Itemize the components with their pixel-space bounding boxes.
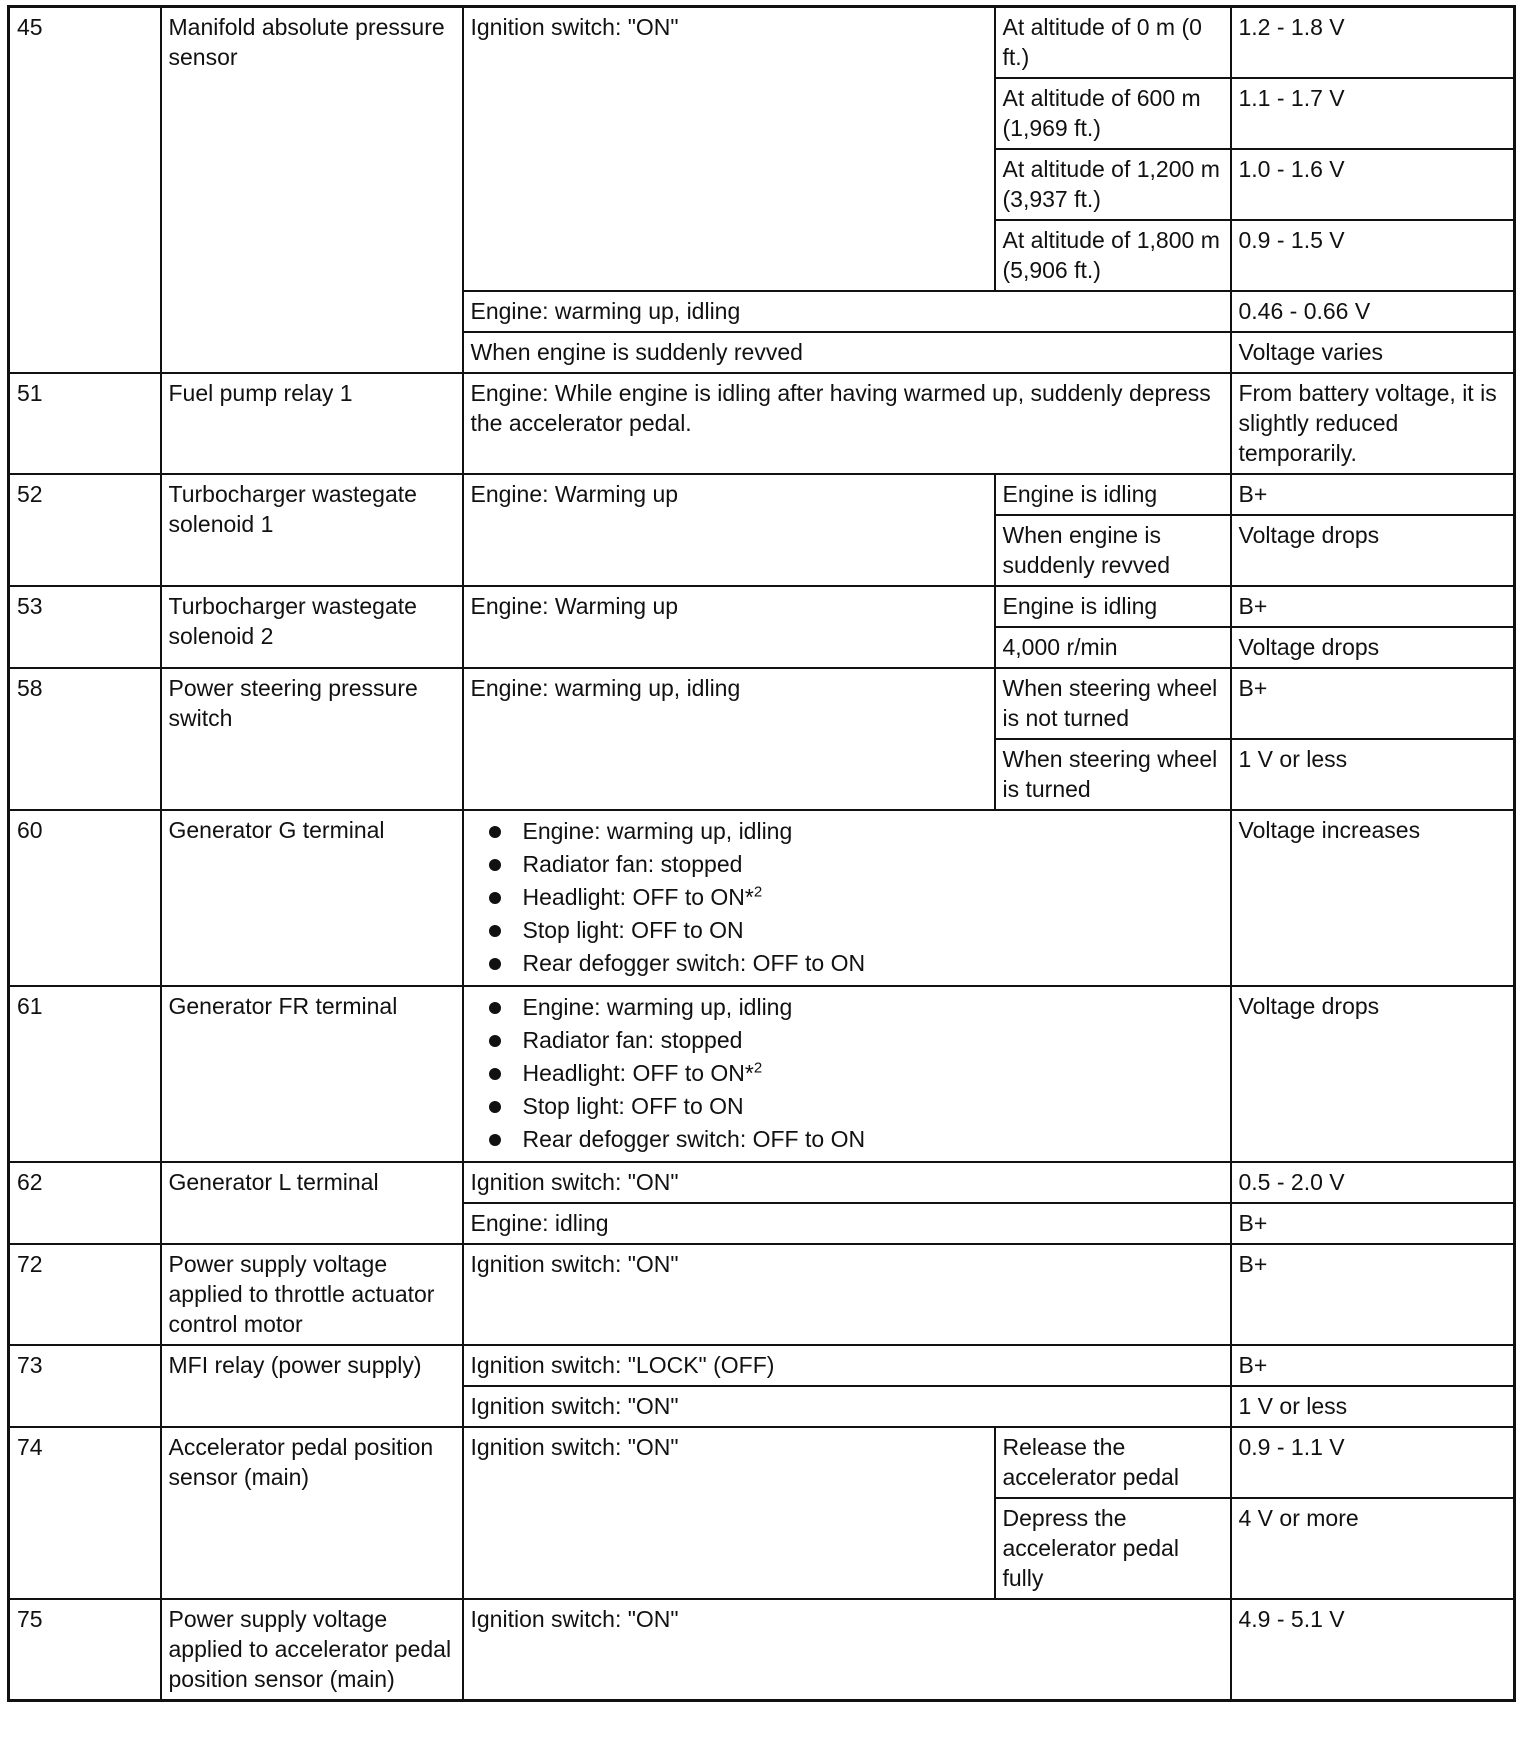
check-condition <box>463 810 1231 986</box>
bullet-icon <box>489 826 501 838</box>
table-row <box>9 1427 1515 1498</box>
table-row <box>9 474 1515 515</box>
bullet-icon <box>489 1002 501 1014</box>
terminal-number: 74 <box>9 1427 161 1599</box>
check-condition: Ignition switch: "ON" <box>463 1386 1231 1427</box>
check-item: MFI relay (power supply) <box>161 1345 463 1427</box>
check-item: Generator G terminal <box>161 810 463 986</box>
terminal-number: 60 <box>9 810 161 986</box>
bullet-icon <box>489 1134 501 1146</box>
sub-condition: Depress the accelerator pedal fully <box>995 1498 1231 1599</box>
list-item <box>471 815 1223 848</box>
check-item: Accelerator pedal position sensor (main) <box>161 1427 463 1599</box>
sub-condition: Release the accelerator pedal <box>995 1427 1231 1498</box>
check-condition: Engine: While engine is idling after having warmed up, suddenly depress the accelerator pedal. <box>463 373 1231 474</box>
terminal-voltage-table <box>7 5 1516 1702</box>
check-condition <box>463 986 1231 1162</box>
condition-text: Rear defogger switch: OFF to ON <box>522 1126 866 1152</box>
bullet-icon <box>489 1035 501 1047</box>
terminal-number: 58 <box>9 668 161 810</box>
check-condition: Ignition switch: "ON" <box>463 7 995 292</box>
list-item <box>471 881 1223 914</box>
condition-text: Headlight: OFF to ON* <box>522 884 754 910</box>
condition-text: Rear defogger switch: OFF to ON <box>522 950 866 976</box>
normal-condition: 0.9 - 1.5 V <box>1231 220 1515 291</box>
check-condition: Ignition switch: "ON" <box>463 1162 1231 1203</box>
check-item: Manifold absolute pressure sensor <box>161 7 463 374</box>
table-row <box>9 1244 1515 1345</box>
table-row <box>9 1345 1515 1386</box>
check-condition: Engine: warming up, idling <box>463 291 1231 332</box>
terminal-number: 52 <box>9 474 161 586</box>
terminal-number: 61 <box>9 986 161 1162</box>
normal-condition: B+ <box>1231 1345 1515 1386</box>
list-item <box>471 947 1223 980</box>
condition-list <box>471 815 1223 980</box>
normal-condition: Voltage varies <box>1231 332 1515 373</box>
normal-condition: B+ <box>1231 586 1515 627</box>
check-item: Power supply voltage applied to throttle actuator control motor <box>161 1244 463 1345</box>
table-row <box>9 373 1515 474</box>
table-row <box>9 586 1515 627</box>
terminal-number: 62 <box>9 1162 161 1244</box>
terminal-number: 53 <box>9 586 161 668</box>
normal-condition: B+ <box>1231 668 1515 739</box>
condition-text: Stop light: OFF to ON <box>522 1093 744 1119</box>
sub-condition: At altitude of 1,200 m (3,937 ft.) <box>995 149 1231 220</box>
normal-condition: Voltage drops <box>1231 986 1515 1162</box>
check-item: Turbocharger wastegate solenoid 2 <box>161 586 463 668</box>
normal-condition: Voltage increases <box>1231 810 1515 986</box>
bullet-icon <box>489 958 501 970</box>
normal-condition: 4 V or more <box>1231 1498 1515 1599</box>
sub-condition: When steering wheel is not turned <box>995 668 1231 739</box>
condition-text: Radiator fan: stopped <box>522 1027 743 1053</box>
normal-condition: 1 V or less <box>1231 739 1515 810</box>
bullet-icon <box>489 1101 501 1113</box>
normal-condition: 4.9 - 5.1 V <box>1231 1599 1515 1701</box>
check-condition: Ignition switch: "ON" <box>463 1599 1231 1701</box>
normal-condition: 1 V or less <box>1231 1386 1515 1427</box>
normal-condition: B+ <box>1231 1203 1515 1244</box>
sub-condition: When steering wheel is turned <box>995 739 1231 810</box>
bullet-icon <box>489 925 501 937</box>
list-item <box>471 1090 1223 1123</box>
bullet-icon <box>489 1068 501 1080</box>
normal-condition: 1.2 - 1.8 V <box>1231 7 1515 79</box>
check-item: Turbocharger wastegate solenoid 1 <box>161 474 463 586</box>
normal-condition: B+ <box>1231 1244 1515 1345</box>
footnote-mark: 2 <box>753 1059 763 1077</box>
condition-text: Engine: warming up, idling <box>522 818 793 844</box>
footnote-mark: 2 <box>753 883 763 901</box>
check-condition: Ignition switch: "ON" <box>463 1244 1231 1345</box>
condition-text: Headlight: OFF to ON* <box>522 1060 754 1086</box>
sub-condition: 4,000 r/min <box>995 627 1231 668</box>
normal-condition: 0.9 - 1.1 V <box>1231 1427 1515 1498</box>
normal-condition: B+ <box>1231 474 1515 515</box>
sub-condition: At altitude of 1,800 m (5,906 ft.) <box>995 220 1231 291</box>
check-item: Generator FR terminal <box>161 986 463 1162</box>
check-condition: Engine: Warming up <box>463 586 995 668</box>
check-item: Fuel pump relay 1 <box>161 373 463 474</box>
table-row <box>9 7 1515 79</box>
sub-condition: When engine is suddenly revved <box>995 515 1231 586</box>
table-row <box>9 810 1515 986</box>
table-row <box>9 1599 1515 1701</box>
terminal-number: 45 <box>9 7 161 374</box>
normal-condition: From battery voltage, it is slightly reduced temporarily. <box>1231 373 1515 474</box>
check-item: Generator L terminal <box>161 1162 463 1244</box>
normal-condition: 0.5 - 2.0 V <box>1231 1162 1515 1203</box>
sub-condition: Engine is idling <box>995 474 1231 515</box>
check-condition: Ignition switch: "LOCK" (OFF) <box>463 1345 1231 1386</box>
normal-condition: Voltage drops <box>1231 627 1515 668</box>
table-row <box>9 1162 1515 1203</box>
normal-condition: Voltage drops <box>1231 515 1515 586</box>
check-condition: Engine: idling <box>463 1203 1231 1244</box>
list-item <box>471 1123 1223 1156</box>
condition-text: Radiator fan: stopped <box>522 851 743 877</box>
table-row <box>9 668 1515 739</box>
list-item <box>471 1057 1223 1090</box>
condition-list <box>471 991 1223 1156</box>
sub-condition: At altitude of 600 m (1,969 ft.) <box>995 78 1231 149</box>
list-item <box>471 848 1223 881</box>
check-condition: When engine is suddenly revved <box>463 332 1231 373</box>
list-item <box>471 1024 1223 1057</box>
condition-text: Stop light: OFF to ON <box>522 917 744 943</box>
condition-text: Engine: warming up, idling <box>522 994 793 1020</box>
list-item <box>471 914 1223 947</box>
table-row <box>9 986 1515 1162</box>
terminal-number: 75 <box>9 1599 161 1701</box>
normal-condition: 1.1 - 1.7 V <box>1231 78 1515 149</box>
list-item <box>471 991 1223 1024</box>
normal-condition: 1.0 - 1.6 V <box>1231 149 1515 220</box>
bullet-icon <box>489 859 501 871</box>
check-item: Power supply voltage applied to accelerator pedal position sensor (main) <box>161 1599 463 1701</box>
terminal-number: 73 <box>9 1345 161 1427</box>
bullet-icon <box>489 892 501 904</box>
check-condition: Ignition switch: "ON" <box>463 1427 995 1599</box>
terminal-number: 72 <box>9 1244 161 1345</box>
terminal-number: 51 <box>9 373 161 474</box>
check-item: Power steering pressure switch <box>161 668 463 810</box>
sub-condition: Engine is idling <box>995 586 1231 627</box>
normal-condition: 0.46 - 0.66 V <box>1231 291 1515 332</box>
sub-condition: At altitude of 0 m (0 ft.) <box>995 7 1231 79</box>
check-condition: Engine: warming up, idling <box>463 668 995 810</box>
check-condition: Engine: Warming up <box>463 474 995 586</box>
terminal-voltage-table-page <box>7 5 1516 1702</box>
